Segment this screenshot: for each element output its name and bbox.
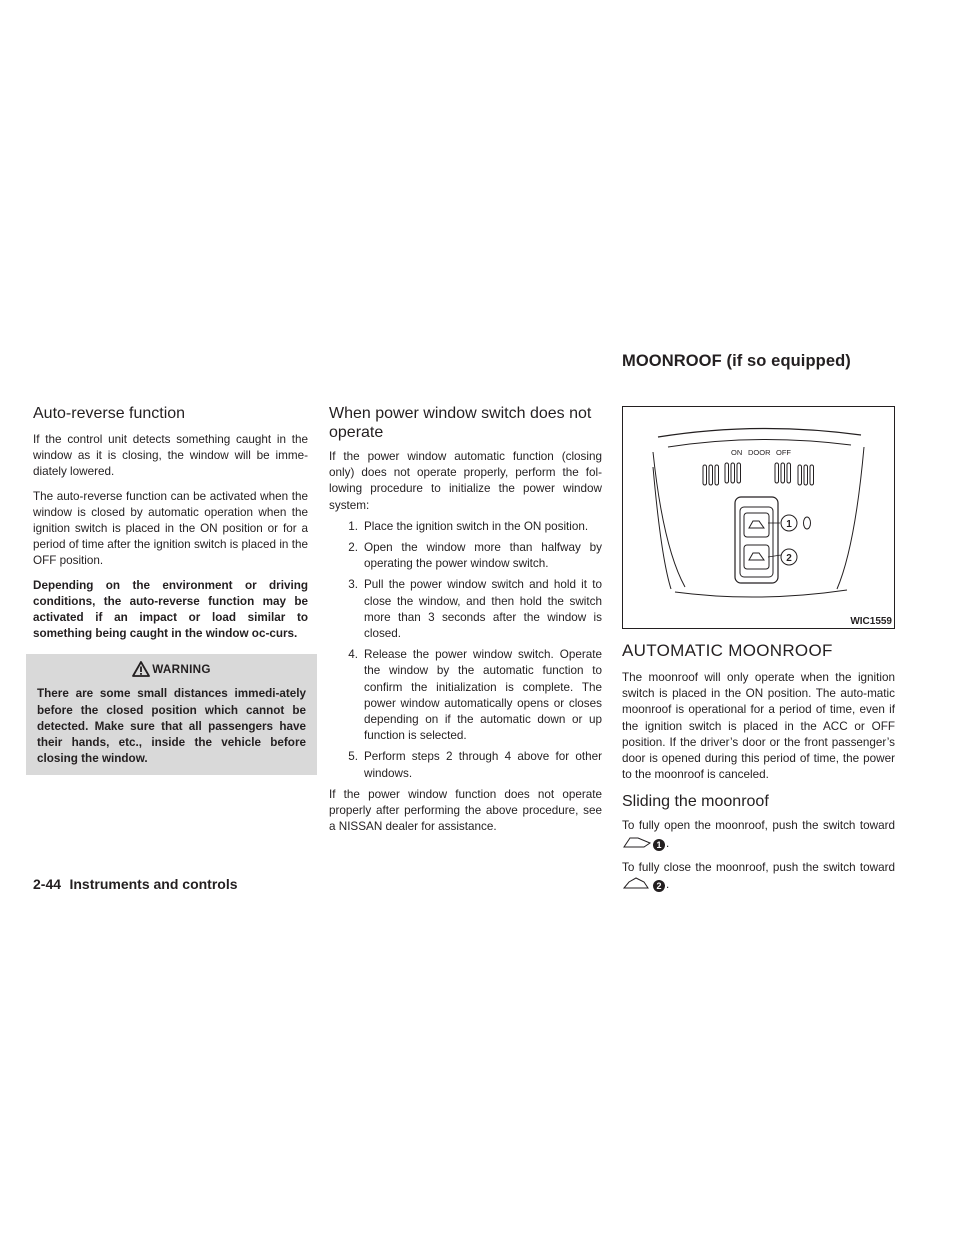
heading-auto-reverse: Auto-reverse function — [33, 405, 186, 422]
paragraph-automatic-moonroof: The moonroof will only operate when the ignition switch is placed in the ON position. The auto-matic moonroof is operational for a period of time, even if the ignition switch is placed in the ACC or OFF position. If the driver’s door or the front passenger’s door is opened during this period of time, the power to the moonroof is canceled. — [622, 671, 895, 782]
callout-ref-1: 1 — [653, 839, 665, 851]
page-footer — [33, 876, 238, 894]
column-3 — [622, 406, 895, 893]
callout-1: 1 — [786, 519, 792, 530]
section-title: MOONROOF (if so equipped) — [622, 352, 851, 370]
heading-power-window-switch: When power window switch does not operate — [329, 405, 592, 441]
callout-ref-2: 2 — [653, 880, 665, 892]
warning-box — [26, 654, 317, 775]
list-item: 2. Open the window more than halfway by operating the power window switch. — [348, 541, 602, 571]
list-item: 3. Pull the power window switch and hold it to close the window, and then hold the switch more than 3 seconds after the window is closed. — [348, 578, 602, 641]
car-tilt-icon — [622, 835, 652, 849]
column-1 — [33, 404, 308, 775]
label-off: OFF — [776, 448, 791, 457]
warning-header — [26, 654, 317, 680]
label-door: DOOR — [748, 448, 771, 457]
warning-text: There are some small distances immedi-ately before the closed position which cannot be detected. Make sure that all passengers have their hands, etc., inside the vehicle before closing the window. — [37, 687, 306, 766]
list-item: 5. Perform steps 2 through 4 above for other windows. — [348, 750, 602, 780]
list-item: 1. Place the ignition switch in the ON position. — [348, 519, 589, 533]
figure-id: WIC1559 — [850, 616, 892, 627]
list-item: 4. Release the power window switch. Operate the window by the automatic function to confirm the initialization is complete. The power window automatically opens or closes depending on if the automatic down or up function is selected. — [348, 648, 602, 743]
moonroof-console-illustration — [623, 407, 894, 628]
warning-title: WARNING — [152, 662, 211, 676]
label-on: ON — [731, 448, 743, 457]
car-tilt-icon — [622, 876, 652, 890]
paragraph-close-moonroof: To fully close the moonroof, push the switch toward 2 . — [622, 860, 895, 892]
paragraph-outro: If the power window function does not operate properly after performing the above procedure, see a NISSAN dealer for assistance. — [329, 787, 602, 834]
moonroof-switch-figure — [622, 406, 895, 629]
paragraph-intro: If the power window automatic function (closing only) does not operate properly, perform the fol-lowing procedure to initialize the power window system: — [329, 450, 602, 512]
callout-2: 2 — [786, 553, 792, 564]
steps-list — [329, 519, 602, 782]
heading-sliding-moonroof: Sliding the moonroof — [622, 793, 769, 811]
column-2 — [329, 404, 602, 835]
paragraph-open-moonroof: To fully open the moonroof, push the switch toward 1 . — [622, 819, 895, 850]
heading-automatic-moonroof: AUTOMATIC MOONROOF — [622, 641, 833, 660]
warning-triangle-icon — [132, 661, 150, 677]
footer-section: Instruments and controls — [69, 876, 238, 892]
page-number: 2-44 — [33, 876, 62, 892]
paragraph-auto-reverse-2: The auto-reverse function can be activated when the window is closed by automatic operation when the ignition switch is placed in the ON position or for a period of time after the ignition switch is placed in the OFF position. — [33, 489, 308, 568]
paragraph-auto-reverse-1: If the control unit detects something caught in the window as it is closing, the window will be imme-diately lowered. — [33, 433, 308, 479]
paragraph-auto-reverse-3: Depending on the environment or driving conditions, the auto-reverse function may be activated if an impact or load similar to something being caught in the window oc-curs. — [33, 578, 308, 641]
